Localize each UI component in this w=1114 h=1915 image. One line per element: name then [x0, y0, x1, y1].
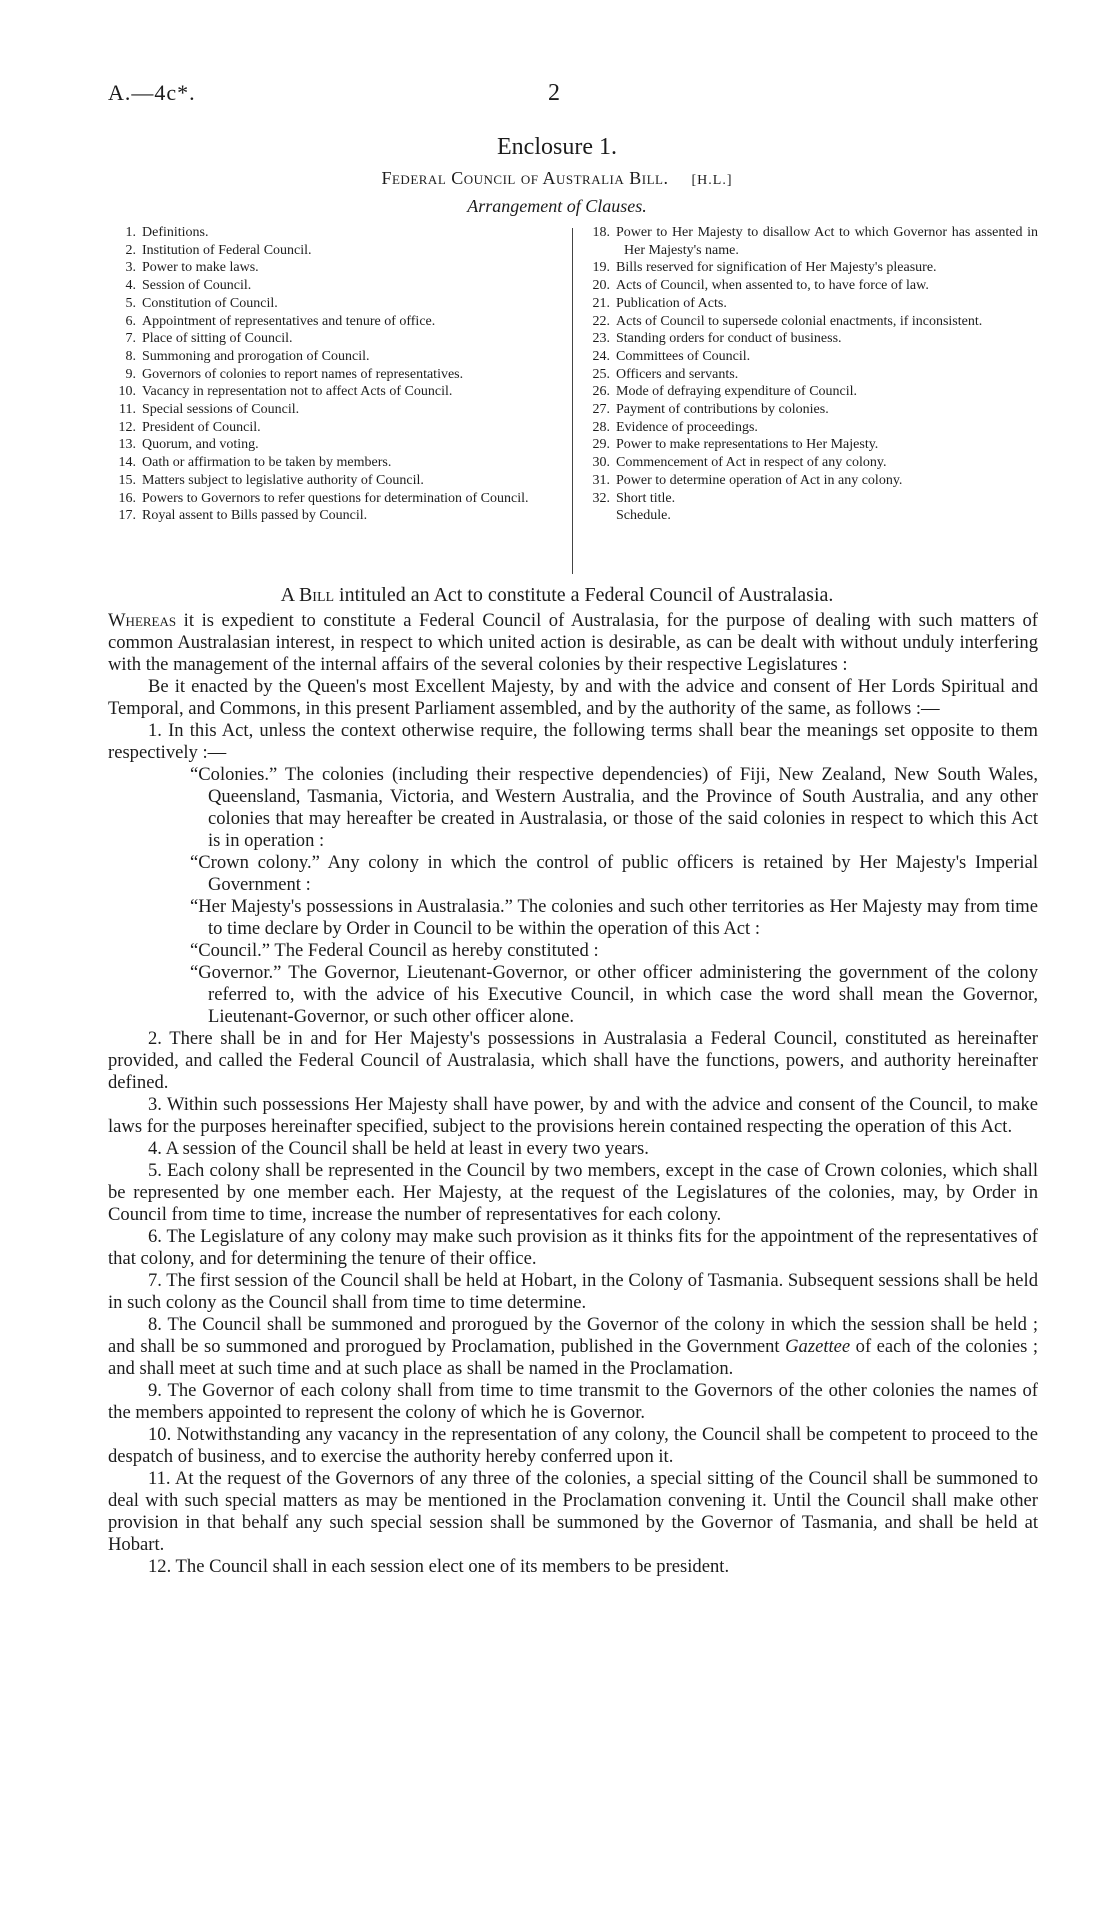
clause-number: 10. — [118, 384, 136, 400]
clause-number: 28. — [592, 419, 610, 435]
clause-number: 29. — [592, 437, 610, 453]
clause-title: Appointment of representatives and tenure of office. — [142, 313, 436, 329]
clause-list-right — [582, 224, 1038, 525]
clause-item — [108, 507, 568, 525]
clause-item — [582, 348, 1038, 366]
bill-title: Federal Council of Australia Bill. — [381, 168, 669, 188]
definition-item — [108, 764, 1038, 852]
clause-number: 21. — [592, 295, 610, 311]
clause-item — [582, 490, 1038, 508]
clause-title: Bills reserved for signification of Her Majesty's pleasure. — [616, 260, 937, 276]
clause-title: Commencement of Act in respect of any colony. — [616, 455, 887, 471]
clause-title: Publication of Acts. — [616, 295, 727, 311]
clause-title: Powers to Governors to refer questions for determination of Council. — [142, 490, 529, 506]
definition-term: “Council.” — [190, 940, 271, 961]
bill-body — [108, 610, 1038, 1578]
arrangement-heading: Arrangement of Clauses. — [467, 196, 647, 216]
definition-term: “Her Majesty's possessions in Australasia.” — [190, 896, 513, 917]
clause-title: Acts of Council to supersede colonial enactments, if inconsistent. — [616, 313, 983, 329]
section-9: 9. The Governor of each colony shall from time to time transmit to the Governors of the other colonies the names of the members appointed to represent the colony of which he is Governor. — [108, 1380, 1038, 1423]
clause-title: Standing orders for conduct of business. — [616, 331, 842, 347]
definitions-list — [108, 764, 1038, 1028]
clause-title: Quorum, and voting. — [142, 437, 259, 453]
clause-number: 31. — [592, 472, 610, 488]
definition-term: “Colonies.” — [190, 764, 278, 785]
clause-number: 22. — [592, 313, 610, 329]
clause-title: Special sessions of Council. — [142, 402, 300, 418]
definition-text: Any colony in which the control of public officers is retained by Her Majesty's Imperial Government : — [208, 852, 1038, 895]
clause-item — [108, 366, 568, 384]
section-7: 7. The first session of the Council shall be held at Hobart, in the Colony of Tasmania. Subsequent sessions shall be held in such colony as the Council shall from time to time determine. — [108, 1270, 1038, 1313]
document-reference: A.—4c*. — [108, 80, 196, 105]
clause-item — [108, 242, 568, 260]
clause-number: 13. — [118, 437, 136, 453]
clause-item — [582, 419, 1038, 437]
clause-number: 7. — [125, 331, 136, 347]
clause-title: Short title. — [616, 490, 676, 506]
clause-title: Mode of defraying expenditure of Council. — [616, 384, 858, 400]
section-2: 2. There shall be in and for Her Majesty's possessions in Australasia a Federal Council, constituted as hereinafter provided, and called the Federal Council of Australasia, which shall have the functions, powers, and authority hereinafter defined. — [108, 1028, 1038, 1093]
section-4: 4. A session of the Council shall be held at least in every two years. — [148, 1138, 649, 1159]
enclosure-heading: Enclosure 1. — [497, 134, 617, 160]
clause-item — [582, 507, 1038, 525]
clause-item — [582, 313, 1038, 331]
clause-list-left — [108, 224, 568, 525]
clause-title: Oath or affirmation to be taken by members. — [142, 455, 392, 471]
clause-number: 25. — [592, 366, 610, 382]
section-5: 5. Each colony shall be represented in the Council by two members, except in the case of Crown colonies, which shall be represented by one member each. Her Majesty, at the request of the Legislatures of the colonies, may, by Order in Council from time to time, increase the number of representatives for each colony. — [108, 1160, 1038, 1225]
preamble-text: it is expedient to constitute a Federal Council of Australasia, for the purpose of dealing with such matters of common Australasian interest, in respect to which united action is desirable, as can be dealt with without unduly interfering with the management of the internal affairs of the several colonies by their respective Legislatures : — [108, 610, 1038, 675]
clause-title: Vacancy in representation not to affect Acts of Council. — [142, 384, 453, 400]
clause-item — [582, 472, 1038, 490]
definition-text: The Federal Council as hereby constituted : — [274, 940, 599, 961]
clause-number: 4. — [125, 278, 136, 294]
preamble — [108, 610, 1038, 676]
clause-title: Schedule. — [616, 508, 671, 524]
clause-number: 24. — [592, 348, 610, 364]
clause-number: 19. — [592, 260, 610, 276]
house-marker: [H.L.] — [691, 173, 733, 188]
section-8-part-b: of each of the colonies ; and shall meet at such time and at such place as shall be named in the Proclamation. — [108, 1336, 1038, 1379]
definition-text: The Governor, Lieutenant-Governor, or other officer administering the government of the colony referred to, with the advice of his Executive Council, in which case the word shall mean the Governor, Lieutenant-Governor, or such other officer alone. — [208, 962, 1038, 1027]
clause-item — [108, 472, 568, 490]
clause-title: Power to determine operation of Act in any colony. — [616, 472, 903, 488]
intro-bill-word: Bill — [298, 584, 335, 606]
clause-title: Session of Council. — [142, 278, 252, 294]
clause-item — [108, 277, 568, 295]
clause-item — [108, 436, 568, 454]
clause-number: 18. — [592, 225, 610, 240]
clause-item — [582, 224, 1038, 259]
definition-item — [108, 940, 1038, 962]
clause-title: Power to make laws. — [142, 260, 259, 276]
gazette-word: Gazettee — [785, 1336, 851, 1357]
definition-item — [108, 852, 1038, 896]
clause-title: Power to make representations to Her Majesty. — [616, 437, 879, 453]
definition-text: The colonies and such other territories as Her Majesty may from time to time declare by Order in Council to be within the operation of this Act : — [208, 896, 1039, 939]
clause-title: Acts of Council, when assented to, to have force of law. — [616, 278, 929, 294]
column-divider — [572, 228, 573, 574]
clause-item — [582, 330, 1038, 348]
clause-number: 26. — [592, 384, 610, 400]
intro-lead: A — [280, 584, 294, 606]
clause-title: Payment of contributions by colonies. — [616, 402, 829, 418]
definition-text: The colonies (including their respective dependencies) of Fiji, New Zealand, New South Wales, Queensland, Tasmania, Victoria, and Western Australia, and the Province of South Australia, and any other colonies that may hereafter be created in Australasia, or those of the said colonies in respect to which this Act is in operation : — [208, 764, 1038, 851]
clause-number: 1. — [125, 225, 136, 240]
clause-number: 32. — [592, 490, 610, 506]
clause-title: Power to Her Majesty to disallow Act to which Governor has assented in Her Majesty's name. — [616, 225, 1038, 258]
section-11: 11. At the request of the Governors of any three of the colonies, a special sitting of the Council shall be summoned to deal with such special matters as may be mentioned in the Proclamation convening it. Until the Council shall make other provision in that behalf any such special session shall be summoned by the Governor of Tasmania, and shall be held at Hobart. — [108, 1468, 1038, 1555]
clause-number: 15. — [118, 472, 136, 488]
definition-term: “Crown colony.” — [190, 852, 320, 873]
clause-title: Summoning and prorogation of Council. — [142, 348, 370, 364]
clause-number: 14. — [118, 455, 136, 471]
section-8 — [108, 1314, 1038, 1380]
clause-number: 30. — [592, 455, 610, 471]
clause-title: Definitions. — [142, 225, 209, 240]
clause-title: Matters subject to legislative authority of Council. — [142, 472, 424, 488]
clause-item — [582, 259, 1038, 277]
clause-title: Institution of Federal Council. — [142, 242, 312, 258]
clause-title: Governors of colonies to report names of representatives. — [142, 366, 464, 382]
section-1: 1. In this Act, unless the context otherwise require, the following terms shall bear the meanings set opposite to them respectively :— — [108, 720, 1038, 763]
definition-term: “Governor.” — [190, 962, 282, 983]
clause-item — [582, 454, 1038, 472]
whereas-word: Whereas — [108, 610, 177, 631]
clause-item — [108, 383, 568, 401]
clause-item — [108, 295, 568, 313]
clause-number: 17. — [118, 508, 136, 524]
definition-item — [108, 962, 1038, 1028]
clause-item — [108, 348, 568, 366]
clause-number: 20. — [592, 278, 610, 294]
clause-item — [108, 490, 568, 508]
clause-item — [108, 454, 568, 472]
section-10: 10. Notwithstanding any vacancy in the representation of any colony, the Council shall be competent to proceed to the despatch of business, and to exercise the authority hereby conferred upon it. — [108, 1424, 1038, 1467]
clause-number: 8. — [125, 348, 136, 364]
clause-title: Place of sitting of Council. — [142, 331, 293, 347]
page-number: 2 — [548, 80, 560, 106]
clause-number: 11. — [119, 402, 136, 418]
clause-item — [582, 436, 1038, 454]
clause-item — [582, 366, 1038, 384]
bill-intro — [0, 584, 1114, 607]
section-12: 12. The Council shall in each session elect one of its members to be president. — [148, 1556, 730, 1577]
intro-rest: intituled an Act to constitute a Federal Council of Australasia. — [339, 584, 834, 606]
clause-title: Officers and servants. — [616, 366, 739, 382]
bill-title-line — [0, 168, 1114, 189]
clause-title: Evidence of proceedings. — [616, 419, 758, 435]
clause-item — [108, 419, 568, 437]
clause-item — [582, 401, 1038, 419]
clause-item — [108, 224, 568, 242]
clause-item — [108, 330, 568, 348]
section-8-part-a: 8. The Council shall be summoned and prorogued by the Governor of the colony in which the session shall be held ; and shall be so summoned and prorogued by Proclamation, published in the Government — [108, 1314, 1038, 1357]
clause-number: 3. — [125, 260, 136, 276]
clause-item — [582, 295, 1038, 313]
enacting-clause: Be it enacted by the Queen's most Excellent Majesty, by and with the advice and consent of Her Lords Spiritual and Temporal, and Commons, in this present Parliament assembled, and by the authority of the same, as follows :— — [108, 676, 1038, 719]
clause-number: 6. — [125, 313, 136, 329]
clause-item — [108, 401, 568, 419]
clause-item — [582, 383, 1038, 401]
clause-title: Constitution of Council. — [142, 295, 278, 311]
definition-item — [108, 896, 1038, 940]
clause-number: 12. — [118, 419, 136, 435]
section-6: 6. The Legislature of any colony may make such provision as it thinks fits for the appointment of the representatives of that colony, and for determining the tenure of their office. — [108, 1226, 1038, 1269]
clause-number: 23. — [592, 331, 610, 347]
clause-title: President of Council. — [142, 419, 261, 435]
clause-item — [108, 259, 568, 277]
section-3: 3. Within such possessions Her Majesty shall have power, by and with the advice and consent of the Council, to make laws for the purposes hereinafter specified, subject to the provisions herein contained respecting the operation of this Act. — [108, 1094, 1038, 1137]
clause-item — [108, 313, 568, 331]
clause-number: 27. — [592, 402, 610, 418]
clause-number: 2. — [125, 242, 136, 258]
clause-number: 9. — [125, 366, 136, 382]
clause-item — [582, 277, 1038, 295]
clause-number: 16. — [118, 490, 136, 506]
clause-title: Royal assent to Bills passed by Council. — [142, 508, 368, 524]
clause-number: 5. — [125, 295, 136, 311]
clause-title: Committees of Council. — [616, 348, 751, 364]
